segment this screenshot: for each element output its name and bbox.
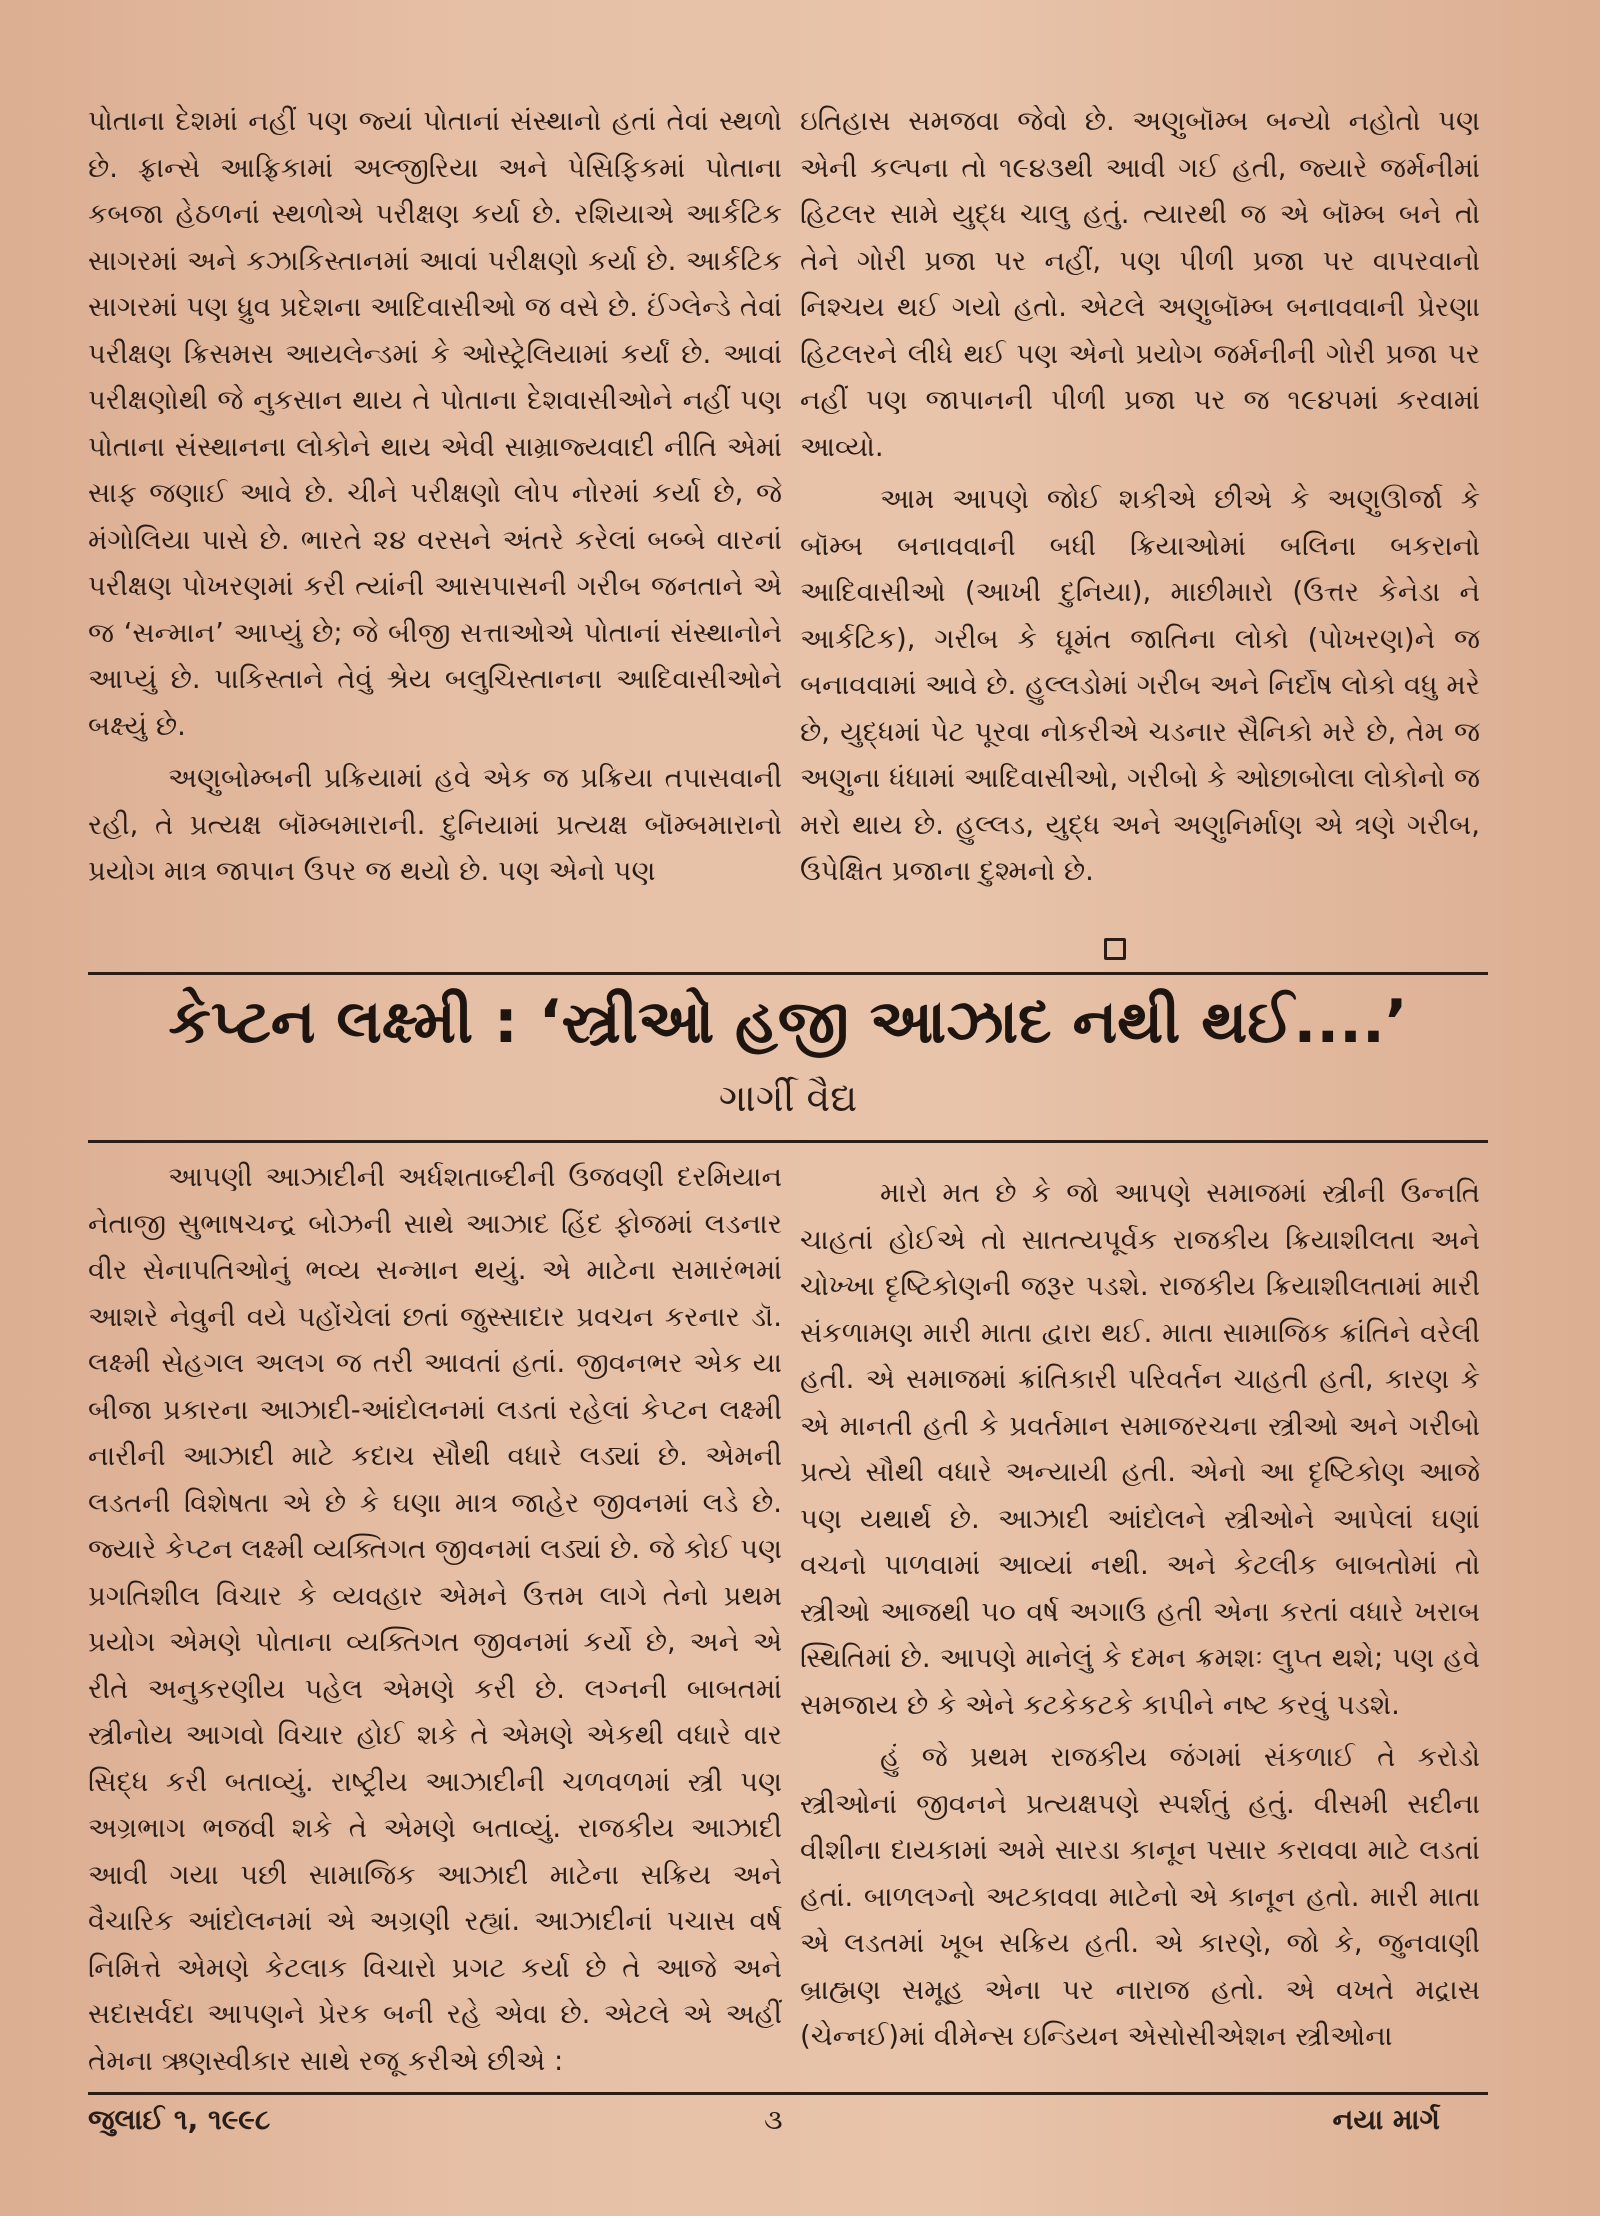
paragraph: આમ આપણે જોઈ શકીએ છીએ કે અણુઊર્જા કે બૉમ્બ બનાવવાની બધી ક્રિયાઓમાં બલિના બકરાનો આદિવાસીઓ (આખી દુનિયા), માછીમારો (ઉત્તર કેનેડા ને આર્કટિક), ગરીબ કે ઘૂમંત જાતિના લોકો (પોખરણ)ને જ બનાવવામાં આવે છે. હુલ્લડોમાં ગરીબ અને નિર્દોષ લોકો વધુ મરે છે, યુદ્ધમાં પેટ પૂરવા નોકરીએ ચડનાર સૈનિકો મરે છે, તેમ જ અણુના ધંધામાં આદિવાસીઓ, ગરીબો કે ઓછાબોલા લોકોનો જ મરો થાય છે. હુલ્લડ, યુદ્ધ અને અણુનિર્માણ એ ત્રણે ગરીબ, ઉપેક્ષિત પ્રજાના દુશ્મનો છે. — [800, 483, 1480, 887]
paragraph: અણુબોમ્બની પ્રક્રિયામાં હવે એક જ પ્રક્રિયા તપાસવાની રહી, તે પ્રત્યક્ષ બૉમ્બમારાની. દુનિયામાં પ્રત્યક્ષ બૉમ્બમારાનો પ્રયોગ માત્ર જાપાન ઉપર જ થયો છે. પણ એનો પણ — [88, 762, 782, 887]
article-author: ગાર્ગી વૈદ્ય — [718, 1076, 858, 1120]
top-left-column — [88, 98, 782, 895]
headline-divider — [88, 1140, 1488, 1143]
paragraph: પોતાના દેશમાં નહીં પણ જ્યાં પોતાનાં સંસ્થાનો હતાં તેવાં સ્થળો છે. ફ્રાન્સે આફ્રિકામાં અલ્જીરિયા અને પેસિફિકમાં પોતાના કબજા હેઠળનાં સ્થળોએ પરીક્ષણ કર્યા છે. રશિયાએ આર્કટિક સાગરમાં અને કઝાકિસ્તાનમાં આવાં પરીક્ષણો કર્યા છે. આર્કટિક સાગરમાં પણ ધ્રુવ પ્રદેશના આદિવાસીઓ જ વસે છે. ઈંગ્લેન્ડે તેવાં પરીક્ષણ ક્રિસમસ આયલેન્ડમાં કે ઓસ્ટ્રેલિયામાં કર્યાં છે. આવાં પરીક્ષણોથી જે નુકસાન થાય તે પોતાના દેશવાસીઓને નહીં પણ પોતાના સંસ્થાનના લોકોને થાય એવી સામ્રાજ્યવાદી નીતિ એમાં સાફ જણાઈ આવે છે. ચીને પરીક્ષણો લોપ નોરમાં કર્યા છે, જે મંગોલિયા પાસે છે. ભારતે ૨૪ વરસને અંતરે કરેલાં બબ્બે વારનાં પરીક્ષણ પોખરણમાં કરી ત્યાંની આસપાસની ગરીબ જનતાને એ જ ‘સન્માન’ આપ્યું છે; જે બીજી સત્તાઓએ પોતાનાં સંસ્થાનોને આપ્યું છે. પાકિસ્તાને તેવું શ્રેય બલુચિસ્તાનના આદિવાસીઓને બક્ષ્યું છે. — [88, 105, 782, 742]
paragraph: ઇતિહાસ સમજવા જેવો છે. અણુબૉમ્બ બન્યો નહોતો પણ એની કલ્પના તો ૧૯૪૩થી આવી ગઈ હતી, જ્યારે જર્મનીમાં હિટલર સામે યુદ્ધ ચાલુ હતું. ત્યારથી જ એ બૉમ્બ બને તો તેને ગોરી પ્રજા પર નહીં, પણ પીળી પ્રજા પર વાપરવાનો નિશ્ચય થઈ ગયો હતો. એટલે અણુબૉમ્બ બનાવવાની પ્રેરણા હિટલરને લીધે થઈ પણ એનો પ્રયોગ જર્મનીની ગોરી પ્રજા પર નહીં પણ જાપાનની પીળી પ્રજા પર જ ૧૯૪૫માં કરવામાં આવ્યો. — [800, 105, 1480, 463]
end-of-article-square-icon — [1104, 938, 1126, 960]
paragraph: હું જે પ્રથમ રાજકીય જંગમાં સંકળાઈ તે કરોડો સ્ત્રીઓનાં જીવનને પ્રત્યક્ષપણે સ્પર્શતું હતું. વીસમી સદીના વીશીના દાયકામાં અમે સારડા કાનૂન પસાર કરાવવા માટે લડતાં હતાં. બાળલગ્નો અટકાવવા માટેનો એ કાનૂન હતો. મારી માતા એ લડતમાં ખૂબ સક્રિય હતી. એ કારણે, જો કે, જુનવાણી બ્રાહ્મણ સમૂહ એના પર નારાજ હતો. એ વખતે મદ્રાસ (ચેન્નઈ)માં વીમેન્સ ઇન્ડિયન એસોસીએશન સ્ત્રીઓના — [800, 1741, 1480, 2052]
bottom-left-column — [88, 1154, 782, 2084]
article-headline: કેપ્ટન લક્ષ્મી : ‘સ્ત્રીઓ હજી આઝાદ નથી થઈ....’ — [168, 987, 1408, 1057]
page-number: ૩ — [764, 2103, 783, 2136]
footer-date: જુલાઈ ૧, ૧૯૯૮ — [88, 2103, 271, 2136]
top-right-column — [800, 98, 1480, 895]
paragraph: આપણી આઝાદીની અર્ધશતાબ્દીની ઉજવણી દરમિયાન નેતાજી સુભાષચન્દ્ર બોઝની સાથે આઝાદ હિંદ ફોજમાં લડનાર વીર સેનાપતિઓનું ભવ્ય સન્માન થયું. એ માટેના સમારંભમાં આશરે નેવુની વયે પહોંચેલાં છતાં જુસ્સાદાર પ્રવચન કરનાર ડૉ. લક્ષ્મી સેહગલ અલગ જ તરી આવતાં હતાં. જીવનભર એક યા બીજા પ્રકારના આઝાદી-આંદોલનમાં લડતાં રહેલાં કેપ્ટન લક્ષ્મી નારીની આઝાદી માટે કદાચ સૌથી વધારે લડ્યાં છે. એમની લડતની વિશેષતા એ છે કે ઘણા માત્ર જાહેર જીવનમાં લડે છે. જ્યારે કેપ્ટન લક્ષ્મી વ્યક્તિગત જીવનમાં લડ્યાં છે. જે કોઈ પણ પ્રગતિશીલ વિચાર કે વ્યવહાર એમને ઉત્તમ લાગે તેનો પ્રથમ પ્રયોગ એમણે પોતાના વ્યક્તિગત જીવનમાં કર્યો છે, અને એ રીતે અનુકરણીય પહેલ એમણે કરી છે. લગ્નની બાબતમાં સ્ત્રીનોય આગવો વિચાર હોઈ શકે તે એમણે એકથી વધારે વાર સિદ્ધ કરી બતાવ્યું. રાષ્ટ્રીય આઝાદીની ચળવળમાં સ્ત્રી પણ અગ્રભાગ ભજવી શકે તે એમણે બતાવ્યું. રાજકીય આઝાદી આવી ગયા પછી સામાજિક આઝાદી માટેના સક્રિય અને વૈચારિક આંદોલનમાં એ અગ્રણી રહ્યાં. આઝાદીનાં પચાસ વર્ષ નિમિત્તે એમણે કેટલાક વિચારો પ્રગટ કર્યા છે તે આજે અને સદાસર્વદા આપણને પ્રેરક બની રહે એવા છે. એટલે એ અહીં તેમના ઋણસ્વીકાર સાથે રજૂ કરીએ છીએ : — [88, 1161, 782, 2077]
section-divider — [88, 972, 1488, 975]
footer-divider — [88, 2092, 1488, 2095]
bottom-right-column — [800, 1170, 1480, 2060]
paragraph: મારો મત છે કે જો આપણે સમાજમાં સ્ત્રીની ઉન્નતિ ચાહતાં હોઈએ તો સાતત્યપૂર્વક રાજકીય ક્રિયાશીલતા અને ચોખ્ખા દૃષ્ટિકોણની જરૂર પડશે. રાજકીય ક્રિયાશીલતામાં મારી સંકળામણ મારી માતા દ્વારા થઈ. માતા સામાજિક ક્રાંતિને વરેલી હતી. એ સમાજમાં ક્રાંતિકારી પરિવર્તન ચાહતી હતી, કારણ કે એ માનતી હતી કે પ્રવર્તમાન સમાજરચના સ્ત્રીઓ અને ગરીબો પ્રત્યે સૌથી વધારે અન્યાયી હતી. એનો આ દૃષ્ટિકોણ આજે પણ યથાર્થ છે. આઝાદી આંદોલને સ્ત્રીઓને આપેલાં ઘણાં વચનો પાળવામાં આવ્યાં નથી. અને કેટલીક બાબતોમાં તો સ્ત્રીઓ આજથી ૫૦ વર્ષ અગાઉ હતી એના કરતાં વધારે ખરાબ સ્થિતિમાં છે. આપણે માનેલું કે દમન ક્રમશઃ લુપ્ત થશે; પણ હવે સમજાય છે કે એને કટકેકટકે કાપીને નષ્ટ કરવું પડશે. — [800, 1177, 1480, 1721]
magazine-title: નયા માર્ગ — [1332, 2103, 1440, 2136]
